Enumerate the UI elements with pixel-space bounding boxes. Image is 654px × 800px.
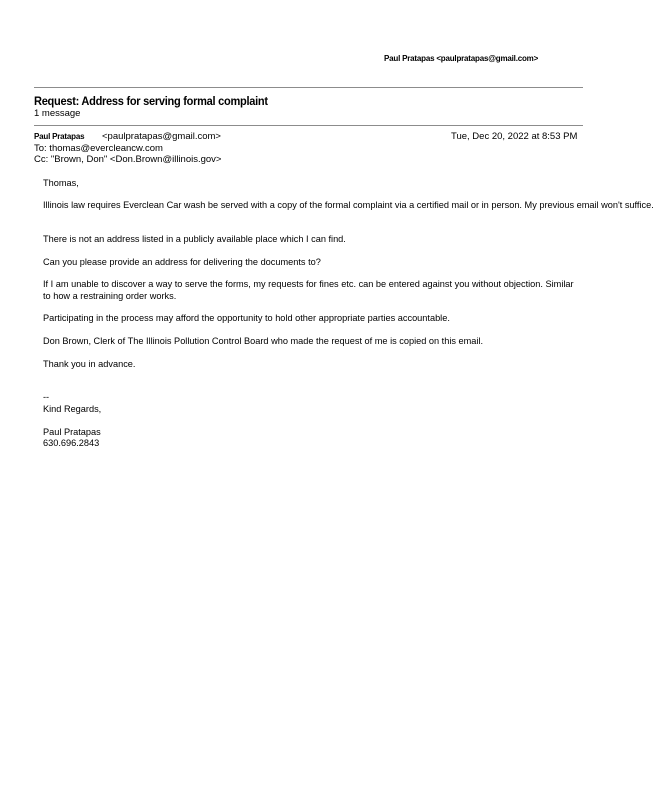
account-header: Paul Pratapas <paulpratapas@gmail.com>	[384, 54, 539, 63]
body-paragraph: There is not an address listed in a publicly available place which I can find.	[43, 234, 346, 244]
body-greeting: Thomas,	[43, 178, 79, 188]
body-paragraph: Participating in the process may afford the opportunity to hold other appropriate parties accountable.	[43, 313, 450, 323]
signature-block	[43, 392, 101, 450]
message-count: 1 message	[34, 108, 81, 119]
divider-top	[34, 87, 583, 88]
body-paragraph: Can you please provide an address for delivering the documents to?	[43, 257, 321, 267]
recipient-to: To: thomas@evercleancw.com	[34, 143, 163, 154]
signature-phone: 630.696.2843	[43, 438, 100, 448]
sender-name: Paul Pratapas	[34, 132, 85, 141]
recipient-cc: Cc: "Brown, Don" <Don.Brown@illinois.gov>	[34, 154, 222, 165]
body-paragraph: Don Brown, Clerk of The Illinois Pollution Control Board who made the request of me is copied on this email.	[43, 336, 484, 346]
signature-separator: --	[43, 392, 50, 402]
message-date: Tue, Dec 20, 2022 at 8:53 PM	[451, 131, 578, 142]
signature-closing: Kind Regards,	[43, 403, 102, 414]
body-paragraph: Illinois law requires Everclean Car wash be served with a copy of the formal complaint via a certified mail or in person. My previous email won't suffice.	[43, 200, 654, 210]
sender-email[interactable]: <paulpratapas@gmail.com>	[102, 131, 221, 142]
signature-name: Paul Pratapas	[43, 426, 101, 437]
sender-line	[34, 131, 221, 142]
divider-header	[34, 125, 583, 126]
body-paragraph: If I am unable to discover a way to serve the forms, my requests for fines etc. can be entered against you without objection. Similar to how a restraining order works.	[43, 279, 574, 301]
thread-subject: Request: Address for serving formal complaint	[34, 94, 268, 108]
body-closing: Thank you in advance.	[43, 359, 136, 369]
